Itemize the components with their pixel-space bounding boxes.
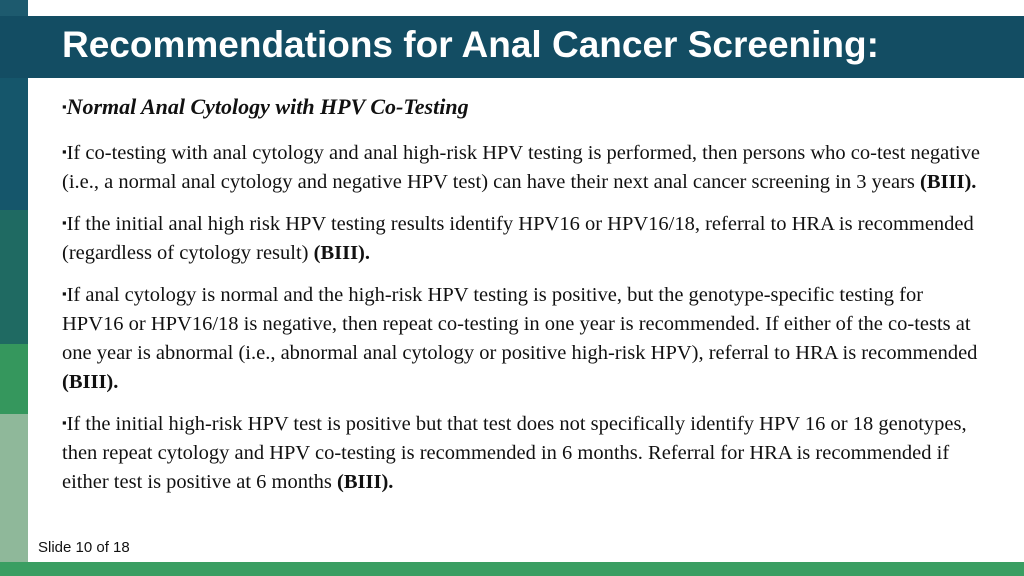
left-stripe-segment-2 [0,16,28,78]
bullet-item-3 [62,279,987,397]
left-stripe-segment-1 [0,0,28,16]
bullet-item-4 [62,408,987,497]
bullet-item-1 [62,137,987,197]
slide-number: Slide 10 of 18 [38,539,130,556]
subheading: Normal Anal Cytology with HPV Co-Testing [66,94,469,119]
rating-code: (BIII). [62,371,119,393]
left-stripe-segment-4 [0,210,28,344]
rating-code: (BIII). [337,471,394,493]
bullet-icon: ▪ [62,215,67,230]
left-stripe-segment-6 [0,414,28,576]
subheading-line [62,92,987,123]
slide-title: Recommendations for Anal Cancer Screening: [62,24,879,65]
bullet-text: If anal cytology is normal and the high-risk HPV testing is positive, but the genotype-specific testing for HPV16 or HPV16/18 is negative, then repeat co-testing in one year is recommended. If either of the co-tests at one year is abnormal (i.e., abnormal anal cytology or positive high-risk HPV), referral to HRA is recommended [62,284,978,364]
left-stripe-segment-3 [0,78,28,210]
bullet-text: If the initial high-risk HPV test is positive but that test does not specifically identify HPV 16 or 18 genotypes, then repeat cytology and HPV co-testing is recommended in 6 months. Referral for HRA is recommended if either test is positive at 6 months [62,413,967,493]
rating-code: (BIII). [313,242,371,264]
bullet-icon: ▪ [62,144,67,159]
bullet-text: If the initial anal high risk HPV testing results identify HPV16 or HPV16/18, referral to HRA is recommended (regardless of cytology result) [62,213,974,264]
bottom-accent-bar [0,562,1024,576]
left-stripe-segment-5 [0,344,28,414]
bullet-item-2 [62,208,987,268]
bullet-text: If co-testing with anal cytology and anal high-risk HPV testing is performed, then persons who co-test negative (i.e., a normal anal cytology and negative HPV test) can have their next anal cancer screening in 3 years [62,142,980,193]
bullet-icon: ▪ [62,286,67,301]
rating-code: (BIII). [920,171,977,193]
slide-content [62,92,987,508]
bullet-icon: ▪ [62,99,67,114]
bullet-icon: ▪ [62,415,67,430]
